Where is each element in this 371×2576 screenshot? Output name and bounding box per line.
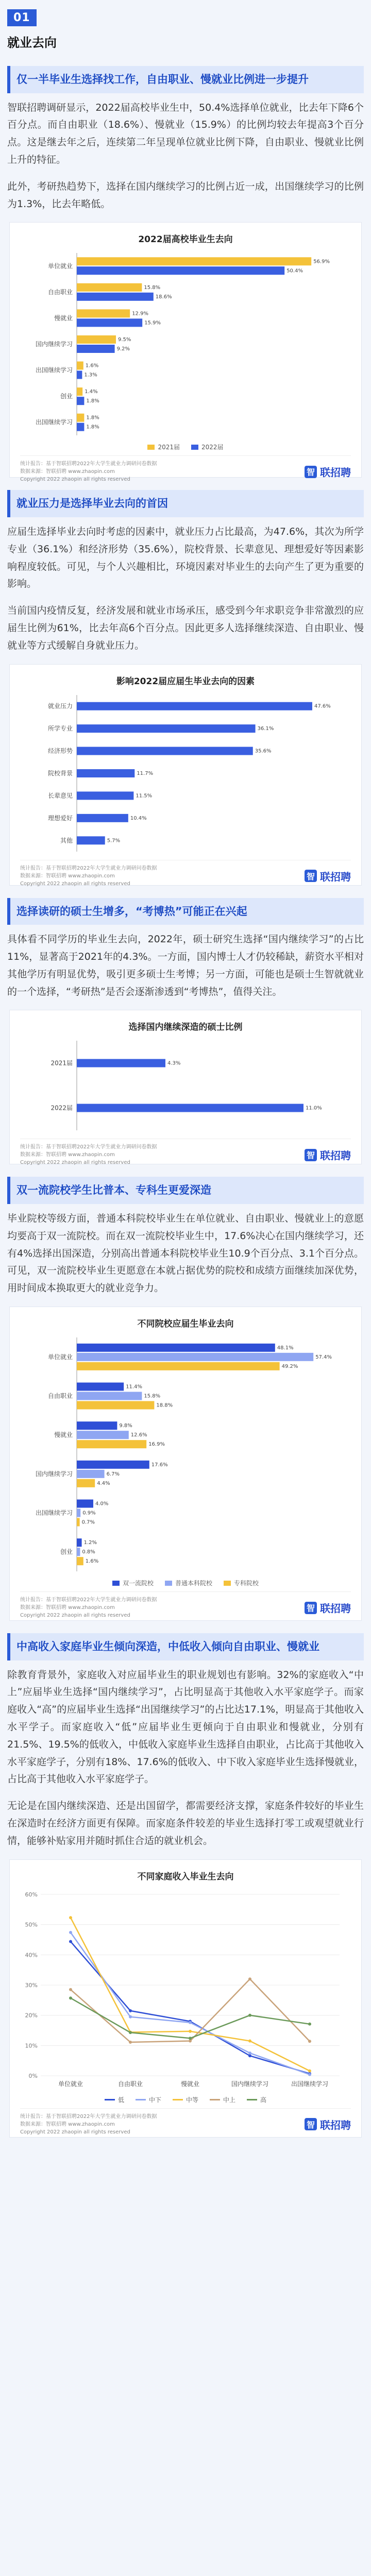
chart-card-master <box>9 1010 362 1164</box>
chart-factors <box>20 692 350 857</box>
data-label: 18.8% <box>156 1402 173 1409</box>
bar <box>77 1401 154 1410</box>
bar <box>77 1518 80 1527</box>
tick-label: 自由职业 <box>47 289 73 296</box>
bar <box>77 724 256 733</box>
chart-footer <box>20 2108 351 2139</box>
data-point <box>69 1931 72 1934</box>
chart-card-destination <box>9 222 362 483</box>
data-label: 0.9% <box>82 1510 96 1516</box>
chart-footer <box>20 860 351 891</box>
data-label: 15.8% <box>144 285 161 291</box>
data-label: 1.8% <box>86 415 99 421</box>
legend-item: 2021届 <box>147 443 180 451</box>
bar <box>77 423 84 431</box>
tick-label: 自由职业 <box>47 1392 73 1400</box>
data-label: 5.7% <box>107 837 121 843</box>
bar <box>77 1500 93 1508</box>
data-label: 15.9% <box>144 320 161 326</box>
bar <box>77 1461 149 1469</box>
tick-label: 国内继续学习 <box>231 2080 269 2088</box>
bar <box>77 319 142 327</box>
chart-title: 不同家庭收入毕业生去向 <box>137 1871 234 1882</box>
chart-source: 统计报告：基于智联招聘2022年大学生就业力调研问卷数据 数据来源：智联招聘 www.zhaopin.com Copyright 2022 zhaopin all rights reserved <box>20 1597 157 1619</box>
paragraph: 毕业院校等级方面，普通本科院校毕业生在单位就业、自由职业、慢就业上的意愿均要高于双一流院校。而在双一流院校毕业生中，17.6%决心在国内继续学习，还有4%选择出国深造，分别高出普通本科院校毕业生10.9个百分点、3.1个百分点。可见，双一流院校毕业生更愿意在本就占据优势的院校和成绩方面继续加深优势，用时间成本换取更大的就业竞争力。 <box>7 1213 364 1294</box>
tick-label: 自由职业 <box>117 2080 143 2088</box>
data-label: 4.0% <box>95 1501 109 1507</box>
bar <box>77 1392 142 1400</box>
zhilian-logo: 智 联招聘 <box>305 464 351 479</box>
heading-school-level: 双一流院校学生比普本、专科生更爱深造 <box>7 1177 364 1204</box>
data-label: 35.6% <box>255 748 272 754</box>
chart-title: 影响2022届应届生毕业去向的因素 <box>116 676 255 687</box>
legend-item: 普通本科院校 <box>165 1579 212 1587</box>
tick-label: 单位就业 <box>58 2080 83 2088</box>
legend-item: 中等 <box>173 2095 198 2104</box>
bar <box>77 345 115 353</box>
tick-label: 0% <box>28 2072 38 2079</box>
tick-label: 2021届 <box>50 1059 73 1067</box>
legend-item: 专科院校 <box>224 1579 259 1587</box>
data-label: 57.4% <box>315 1354 332 1360</box>
bar <box>77 397 84 405</box>
heading-employment-pressure: 就业压力是选择毕业去向的首因 <box>7 490 364 517</box>
legend-item: 中下 <box>136 2095 161 2104</box>
bar <box>77 1059 165 1067</box>
data-label: 11.7% <box>137 770 154 776</box>
section-number: 01 <box>7 9 37 26</box>
data-label: 10.4% <box>130 815 147 821</box>
paragraph: 智联招聘调研显示，2022届高校毕业生中，50.4%选择单位就业，比去年下降6个百分点。而自由职业（18.6%）、慢就业（15.9%）的比例均较去年提高3个百分点。这是继去年之后，连续第二年呈现单位就业比例下降，自由职业、慢就业比例上升的特征。 <box>7 101 364 165</box>
legend-item: 中上 <box>210 2095 235 2104</box>
paragraph: 当前国内疫情反复，经济发展和就业市场承压，感受到今年求职竞争非常激烈的应届生比例为61%，比去年高6个百分点。因此更多人选择继续深造、自由职业、慢就业等方式缓解自身就业压力。 <box>7 605 364 651</box>
tick-label: 出国继续学习 <box>291 2080 329 2088</box>
bar <box>77 1353 313 1361</box>
data-point <box>189 2029 192 2032</box>
tick-label: 就业压力 <box>47 702 73 710</box>
tick-label: 长辈意见 <box>47 792 73 800</box>
bar <box>77 747 253 755</box>
data-label: 9.8% <box>119 1423 132 1429</box>
data-point <box>189 2039 192 2042</box>
paragraph: 无论是在国内继续深造、还是出国留学，都需要经济支撑，家庭条件较好的毕业生在深造时在经济方面更有保障。而家庭条件较差的毕业生选择打零工或观望就业行情，能够补贴家用并随时抓住合适的就业机会。 <box>7 1800 364 1846</box>
data-label: 9.2% <box>116 346 130 352</box>
bar <box>77 702 312 710</box>
tick-label: 60% <box>25 1891 38 1898</box>
chart-legend <box>20 1579 351 1587</box>
data-label: 56.9% <box>313 259 330 265</box>
zhilian-logo: 智 联招聘 <box>305 1600 351 1615</box>
tick-label: 慢就业 <box>54 1431 73 1439</box>
paragraph: 除教育背景外，家庭收入对应届毕业生的职业规划也有影响。32%的家庭收入“中上”应届毕业生选择“国内继续学习”，占比明显高于其他收入水平家庭学子。而家庭收入“高”的应届毕业生选择“出国继续学习”的占比达17.1%，明显高于其他收入水平学子。而家庭收入“低”应届毕业生更倾向于自由职业和慢就业，分别有21.5%、19.5%的低收入，中低收入家庭毕业生选择自由职业，占比高于其他收入水平家庭学子，分别有18%、17.6%的低收入、中下收入家庭毕业生选择慢就业，占比高于其他收入水平家庭学子。 <box>7 1669 364 1785</box>
data-label: 47.6% <box>314 703 331 709</box>
tick-label: 创业 <box>60 393 73 400</box>
tick-label: 慢就业 <box>180 2080 200 2088</box>
chart-legend <box>20 2095 351 2104</box>
chart-card-factors <box>9 664 362 886</box>
bar <box>77 258 311 266</box>
heading-master-phd: 选择读研的硕士生增多，“考博热”可能正在兴起 <box>7 898 364 925</box>
bar <box>77 267 284 275</box>
bar <box>77 1470 105 1478</box>
data-label: 17.6% <box>151 1462 168 1468</box>
chart-footer <box>20 455 351 486</box>
chart-income <box>20 1887 350 2093</box>
data-point <box>308 2073 311 2076</box>
bar <box>77 388 82 396</box>
data-point <box>69 1996 72 1999</box>
tick-label: 其他 <box>60 836 73 844</box>
chart-footer <box>20 1591 351 1622</box>
data-point <box>69 1988 72 1991</box>
heading-family-income: 中高收入家庭毕业生倾向深造，中低收入倾向自由职业、慢就业 <box>7 1633 364 1660</box>
data-label: 15.8% <box>144 1393 161 1399</box>
chart-master <box>20 1038 350 1136</box>
tick-label: 经济形势 <box>47 747 73 755</box>
chart-destination <box>20 250 350 440</box>
data-label: 1.2% <box>83 1540 97 1546</box>
data-label: 4.3% <box>167 1060 181 1066</box>
data-point <box>129 2031 132 2034</box>
tick-label: 出国继续学习 <box>35 366 73 374</box>
chart-school <box>20 1334 350 1577</box>
data-point <box>129 2041 132 2044</box>
bar <box>77 414 84 422</box>
chart-card-school <box>9 1307 362 1621</box>
data-point <box>248 2052 251 2055</box>
data-label: 16.9% <box>148 1442 165 1448</box>
data-point <box>248 2054 251 2057</box>
bar <box>77 1421 117 1430</box>
tick-label: 国内继续学习 <box>35 341 73 348</box>
data-label: 49.2% <box>281 1363 298 1369</box>
tick-label: 30% <box>25 1981 38 1989</box>
data-point <box>308 2069 311 2072</box>
data-label: 1.8% <box>86 398 99 404</box>
data-point <box>69 1916 72 1919</box>
tick-label: 50% <box>25 1921 38 1928</box>
data-label: 0.7% <box>81 1519 95 1526</box>
tick-label: 院校背景 <box>47 769 73 777</box>
data-label: 6.7% <box>106 1471 120 1477</box>
legend-item: 高 <box>247 2095 266 2104</box>
bar <box>77 335 116 344</box>
zhilian-logo: 智 联招聘 <box>305 869 351 884</box>
bar <box>77 836 105 844</box>
data-point <box>248 2039 251 2042</box>
tick-label: 理想爱好 <box>47 814 73 822</box>
series-line <box>71 1918 310 2071</box>
section-header <box>0 0 371 55</box>
data-label: 4.4% <box>97 1480 110 1486</box>
data-label: 48.1% <box>277 1345 294 1351</box>
bar <box>77 362 83 370</box>
bar <box>77 1548 80 1556</box>
chart-card-income <box>9 1859 362 2138</box>
bar <box>77 283 142 292</box>
data-point <box>189 2021 192 2024</box>
bar <box>77 814 128 822</box>
bar <box>77 769 134 777</box>
tick-label: 出国继续学习 <box>35 419 73 427</box>
data-label: 12.9% <box>132 311 148 317</box>
bar <box>77 1104 303 1112</box>
chart-title: 2022届高校毕业生去向 <box>138 234 233 245</box>
data-label: 1.4% <box>85 389 98 395</box>
tick-label: 慢就业 <box>54 314 73 322</box>
tick-label: 单位就业 <box>47 1353 73 1361</box>
chart-title: 选择国内继续深造的硕士比例 <box>128 1022 243 1033</box>
bar <box>77 1362 280 1370</box>
data-point <box>129 2015 132 2018</box>
data-point <box>189 2037 192 2040</box>
data-label: 36.1% <box>257 725 274 732</box>
zhilian-logo: 智 联招聘 <box>305 2117 351 2132</box>
chart-source: 统计报告：基于智联招聘2022年大学生就业力调研问卷数据 数据来源：智联招聘 www.zhaopin.com Copyright 2022 zhaopin all rights reserved <box>20 461 157 483</box>
data-label: 1.6% <box>85 363 99 369</box>
data-label: 12.6% <box>130 1432 147 1438</box>
bar <box>77 371 82 379</box>
data-label: 0.8% <box>82 1549 95 1555</box>
heading-graduate-destination: 仅一半毕业生选择找工作，自由职业、慢就业比例进一步提升 <box>7 66 364 93</box>
data-label: 50.4% <box>286 268 303 274</box>
chart-source: 统计报告：基于智联招聘2022年大学生就业力调研问卷数据 数据来源：智联招聘 www.zhaopin.com Copyright 2022 zhaopin all rights reserved <box>20 1144 157 1166</box>
data-point <box>248 1977 251 1980</box>
data-label: 1.6% <box>85 1558 99 1565</box>
section-title: 就业去向 <box>7 36 57 50</box>
data-label: 11.0% <box>306 1105 322 1111</box>
zhilian-logo: 智 联招聘 <box>305 1147 351 1162</box>
tick-label: 创业 <box>60 1548 73 1556</box>
paragraph: 应届生选择毕业去向时考虑的因素中，就业压力占比最高，为47.6%，其次为所学专业（36.1%）和经济形势（35.6%），院校背景、长辈意见、理想爱好等因素影响程度较低。可见，与个人兴趣相比，环境因素对毕业生的去向产生了更为重要的影响。 <box>7 526 364 590</box>
data-label: 11.4% <box>126 1384 142 1390</box>
data-label: 1.3% <box>84 372 97 378</box>
data-point <box>69 1940 72 1943</box>
data-label: 1.8% <box>86 425 99 431</box>
bar <box>77 1431 129 1439</box>
paragraph: 具体看不同学历的毕业生去向，2022年，硕士研究生选择“国内继续学习”的占比11%，显著高于2021年的4.3%。一方面，国内博士人才仍较稀缺，薪资水平相对其他学历有明显优势，吸引更多硕士生考博；另一方面，可能也是硕士生智就就业的一个选择，“考研热”是否会逐渐渗透到“考博热”，值得关注。 <box>7 934 364 997</box>
tick-label: 10% <box>25 2042 38 2049</box>
bar <box>77 791 133 800</box>
bar <box>77 1344 275 1352</box>
legend-item: 低 <box>105 2095 124 2104</box>
chart-legend <box>20 443 351 451</box>
series-line <box>71 1941 310 2073</box>
tick-label: 40% <box>25 1952 38 1959</box>
bar <box>77 310 130 318</box>
data-label: 9.5% <box>118 337 131 343</box>
data-point <box>308 2022 311 2025</box>
tick-label: 单位就业 <box>47 262 73 270</box>
legend-item: 2022届 <box>191 443 224 451</box>
bar <box>77 1509 80 1517</box>
data-point <box>129 2009 132 2012</box>
chart-source: 统计报告：基于智联招聘2022年大学生就业力调研问卷数据 数据来源：智联招聘 www.zhaopin.com Copyright 2022 zhaopin all rights reserved <box>20 2113 157 2135</box>
tick-label: 国内继续学习 <box>35 1470 73 1478</box>
data-label: 11.5% <box>136 793 153 799</box>
bar <box>77 1538 82 1547</box>
tick-label: 出国继续学习 <box>35 1509 73 1517</box>
data-label: 18.6% <box>155 294 172 300</box>
bar <box>77 1557 83 1565</box>
tick-label: 所学专业 <box>47 724 73 732</box>
chart-footer <box>20 1139 351 1170</box>
tick-label: 2022届 <box>50 1104 73 1112</box>
tick-label: 20% <box>25 2012 38 2019</box>
bar <box>77 1479 95 1487</box>
data-point <box>248 2013 251 2016</box>
paragraph: 此外，考研热趋势下，选择在国内继续学习的比例占近一成，出国继续学习的比例为1.3%，比去年略低。 <box>7 180 364 210</box>
chart-source: 统计报告：基于智联招聘2022年大学生就业力调研问卷数据 数据来源：智联招聘 www.zhaopin.com Copyright 2022 zhaopin all rights reserved <box>20 865 157 887</box>
data-point <box>308 2040 311 2043</box>
chart-title: 不同院校应届生毕业去向 <box>137 1319 234 1330</box>
bar <box>77 1383 124 1391</box>
bar <box>77 293 154 301</box>
bar <box>77 1440 146 1448</box>
legend-item: 双一流院校 <box>112 1579 154 1587</box>
